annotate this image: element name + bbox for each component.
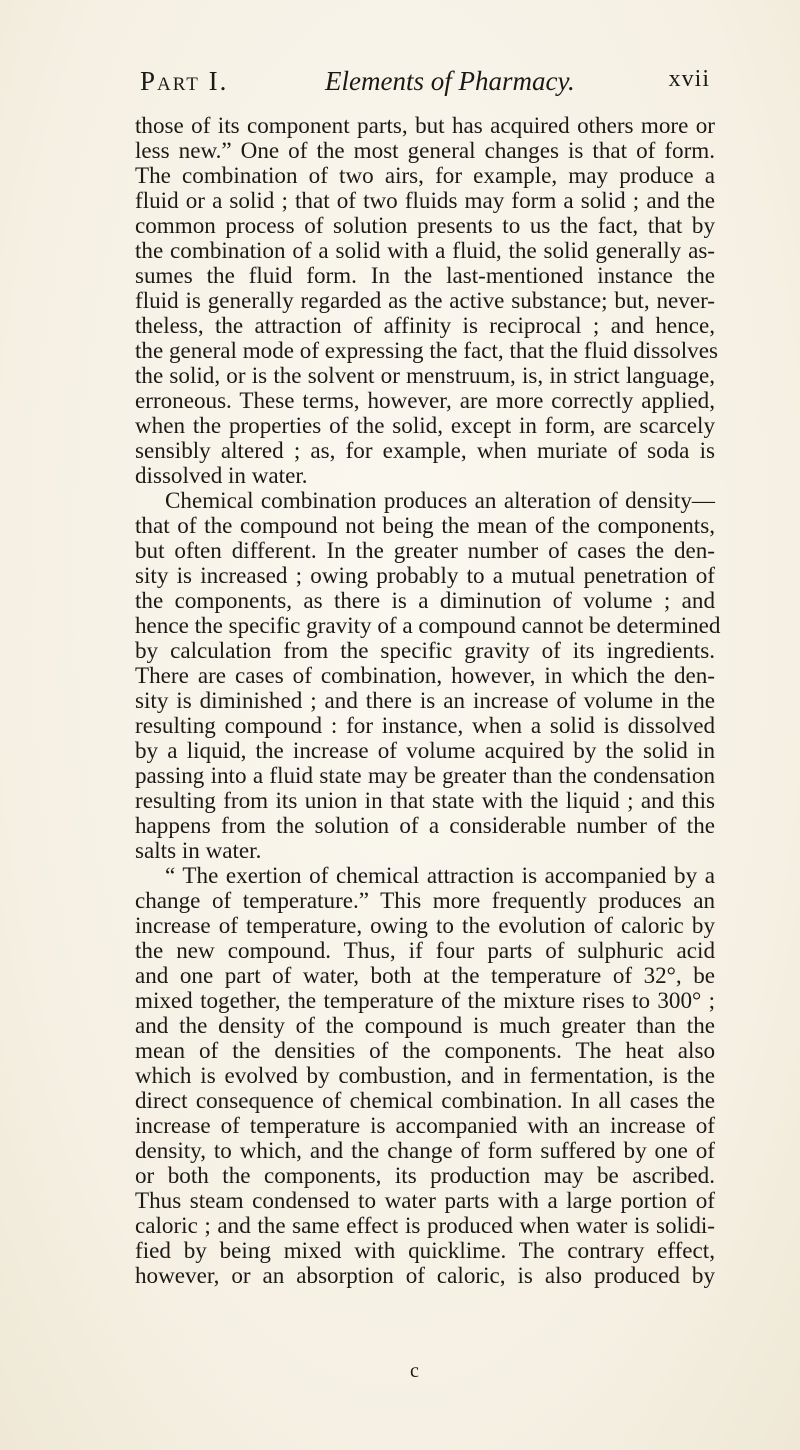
text-line: change of temperature.” This more frequently produces an bbox=[135, 887, 715, 913]
text-line: the solid, or is the solvent or menstruum, is, in strict language, bbox=[135, 362, 715, 388]
text-line: hence the specific gravity of a compound cannot be determined bbox=[135, 612, 721, 638]
part-label: Part I. bbox=[140, 66, 229, 96]
text-line: mean of the densities of the components. The heat also bbox=[135, 1037, 715, 1063]
text-line: resulting from its union in that state with the liquid ; and this bbox=[135, 787, 715, 813]
text-line: fluid or a solid ; that of two fluids may form a solid ; and the bbox=[135, 187, 715, 213]
running-title: Elements of Pharmacy. bbox=[325, 66, 575, 96]
text-line: fluid is generally regarded as the active substance; but, never- bbox=[135, 287, 715, 313]
text-line: the general mode of expressing the fact, that the fluid dissolves bbox=[135, 337, 718, 363]
text-line: less new.” One of the most general changes is that of form. bbox=[135, 137, 715, 163]
text-line: The combination of two airs, for example, may produce a bbox=[135, 162, 715, 188]
signature-mark: c bbox=[410, 1360, 419, 1382]
text-line: however, or an absorption of caloric, is also produced by bbox=[135, 1262, 715, 1288]
text-line: when the properties of the solid, except in form, are scarcely bbox=[135, 412, 715, 438]
text-line: theless, the attraction of affinity is reciprocal ; and hence, bbox=[135, 312, 715, 338]
text-line: the combination of a solid with a fluid, the solid generally as- bbox=[135, 237, 715, 263]
text-line: increase of temperature is accompanied with an increase of bbox=[135, 1112, 715, 1138]
text-line: “ The exertion of chemical attraction is accompanied by a bbox=[165, 862, 715, 888]
text-line: passing into a fluid state may be greater than the condensation bbox=[135, 762, 715, 788]
text-line: increase of temperature, owing to the evolution of caloric by bbox=[135, 912, 715, 938]
text-line: or both the components, its production may be ascribed. bbox=[135, 1162, 715, 1188]
text-line: dissolved in water. bbox=[135, 462, 308, 488]
text-line: Chemical combination produces an alteration of density— bbox=[165, 487, 715, 513]
text-line: sensibly altered ; as, for example, when muriate of soda is bbox=[135, 437, 715, 463]
text-line: those of its component parts, but has acquired others more or bbox=[135, 112, 715, 138]
text-line: that of the compound not being the mean of the components, bbox=[135, 512, 715, 538]
text-line: fied by being mixed with quicklime. The contrary effect, bbox=[135, 1237, 715, 1263]
text-line: the new compound. Thus, if four parts of sulphuric acid bbox=[135, 937, 715, 963]
text-line: direct consequence of chemical combination. In all cases the bbox=[135, 1087, 715, 1113]
text-line: erroneous. These terms, however, are more correctly applied, bbox=[135, 387, 715, 413]
running-header bbox=[140, 66, 710, 106]
text-line: which is evolved by combustion, and in fermentation, is the bbox=[135, 1062, 715, 1088]
text-line: caloric ; and the same effect is produced when water is solidi- bbox=[135, 1212, 715, 1238]
text-line: sity is diminished ; and there is an increase of volume in the bbox=[135, 687, 715, 713]
text-line: sity is increased ; owing probably to a mutual penetration of bbox=[135, 562, 715, 588]
text-line: common process of solution presents to us the fact, that by bbox=[135, 212, 715, 238]
text-line: mixed together, the temperature of the mixture rises to 300° ; bbox=[135, 987, 715, 1013]
text-line: There are cases of combination, however, in which the den- bbox=[135, 662, 715, 688]
text-line: and the density of the compound is much greater than the bbox=[135, 1012, 715, 1038]
text-line: by a liquid, the increase of volume acquired by the solid in bbox=[135, 737, 715, 763]
text-line: Thus steam condensed to water parts with a large portion of bbox=[135, 1187, 715, 1213]
page-number: xvii bbox=[668, 66, 710, 92]
text-line: happens from the solution of a considerable number of the bbox=[135, 812, 715, 838]
text-line: by calculation from the specific gravity of its ingredients. bbox=[135, 637, 715, 663]
text-line: salts in water. bbox=[135, 837, 262, 863]
text-line: sumes the fluid form. In the last-mentioned instance the bbox=[135, 262, 715, 288]
text-line: but often different. In the greater number of cases the den- bbox=[135, 537, 715, 563]
body-text bbox=[135, 112, 721, 1288]
text-line: the components, as there is a diminution of volume ; and bbox=[135, 587, 715, 613]
text-line: resulting compound : for instance, when a solid is dissolved bbox=[135, 712, 715, 738]
text-line: density, to which, and the change of form suffered by one of bbox=[135, 1137, 715, 1163]
text-line: and one part of water, both at the temperature of 32°, be bbox=[135, 962, 715, 988]
